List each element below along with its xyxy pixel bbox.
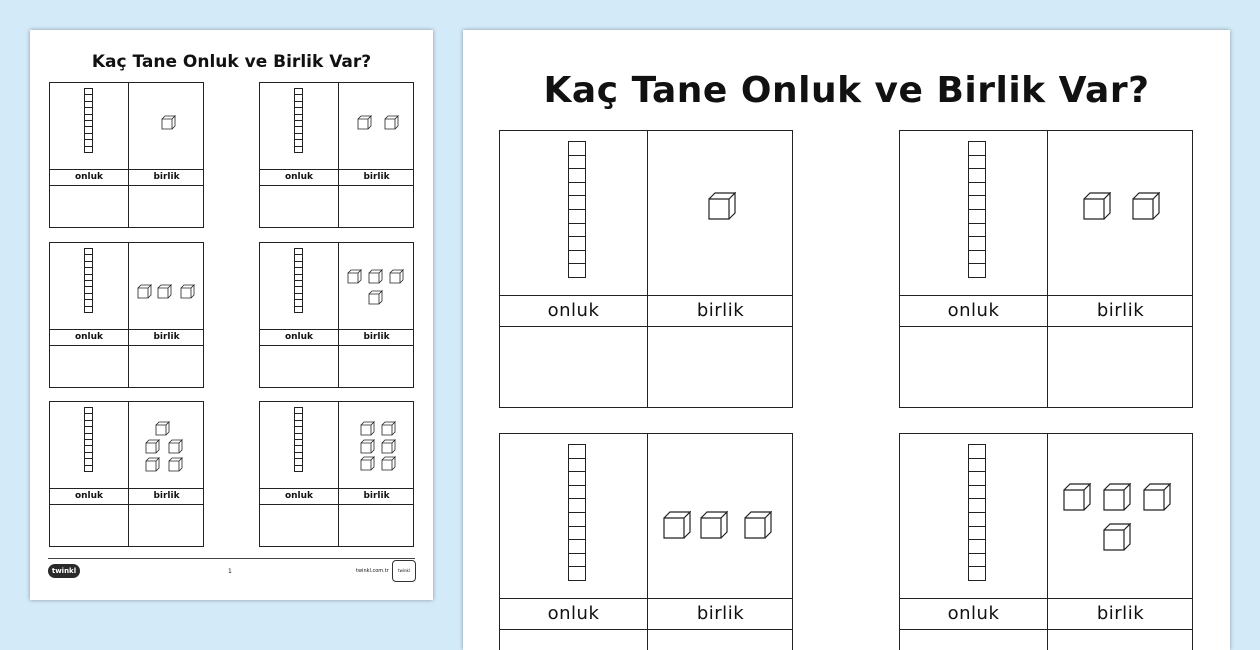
tens-answer-box[interactable] bbox=[500, 629, 647, 650]
rod-unit bbox=[568, 539, 586, 554]
rod-unit bbox=[968, 485, 986, 500]
ones-answer-box[interactable] bbox=[1047, 629, 1192, 650]
ten-rod-icon bbox=[968, 445, 986, 581]
rod-unit bbox=[294, 306, 303, 313]
tens-label: onluk bbox=[74, 491, 104, 501]
ones-label: birlik bbox=[153, 332, 180, 342]
ones-label: birlik bbox=[696, 603, 745, 624]
place-value-card bbox=[499, 433, 793, 650]
rod-unit bbox=[568, 155, 586, 170]
ten-rod-icon bbox=[568, 445, 586, 581]
tens-answer-box[interactable] bbox=[260, 504, 338, 546]
rod-unit bbox=[568, 250, 586, 265]
rod-unit bbox=[568, 526, 586, 541]
unit-cube-icon bbox=[1083, 192, 1111, 224]
ten-rod-icon bbox=[84, 89, 93, 153]
tens-label: onluk bbox=[547, 603, 600, 624]
tens-label: onluk bbox=[284, 491, 314, 501]
rod-unit bbox=[568, 553, 586, 568]
rod-unit bbox=[568, 223, 586, 238]
unit-cube-icon bbox=[145, 439, 160, 458]
ten-rod-icon bbox=[294, 408, 303, 472]
rod-unit bbox=[968, 223, 986, 238]
unit-cube-icon bbox=[360, 456, 375, 475]
place-value-card bbox=[499, 130, 793, 408]
ones-answer-box[interactable] bbox=[128, 345, 203, 387]
unit-cube-icon bbox=[381, 421, 396, 440]
unit-cube-icon bbox=[180, 284, 195, 303]
rod-unit bbox=[968, 195, 986, 210]
rod-unit bbox=[568, 168, 586, 183]
rod-unit bbox=[968, 182, 986, 197]
rod-unit bbox=[568, 485, 586, 500]
tens-label: onluk bbox=[947, 603, 1000, 624]
ones-answer-box[interactable] bbox=[1047, 326, 1192, 407]
tens-answer-box[interactable] bbox=[50, 185, 128, 227]
rod-unit bbox=[568, 182, 586, 197]
tens-label: onluk bbox=[74, 172, 104, 182]
ones-label: birlik bbox=[1096, 300, 1145, 321]
rod-unit bbox=[84, 146, 93, 153]
worksheet-thumbnail bbox=[30, 30, 433, 600]
rod-unit bbox=[568, 263, 586, 278]
ten-rod-icon bbox=[568, 142, 586, 278]
tens-label: onluk bbox=[284, 172, 314, 182]
tens-answer-box[interactable] bbox=[50, 345, 128, 387]
place-value-card bbox=[49, 82, 204, 228]
rod-unit bbox=[568, 566, 586, 581]
rod-unit bbox=[568, 498, 586, 513]
rod-unit bbox=[968, 458, 986, 473]
ones-label: birlik bbox=[363, 332, 390, 342]
ten-rod-icon bbox=[294, 89, 303, 153]
rod-unit bbox=[968, 566, 986, 581]
rod-unit bbox=[968, 155, 986, 170]
ones-answer-box[interactable] bbox=[338, 185, 413, 227]
unit-cube-icon bbox=[161, 115, 176, 134]
rod-unit bbox=[968, 553, 986, 568]
rod-unit bbox=[968, 444, 986, 459]
unit-cube-icon bbox=[1132, 192, 1160, 224]
place-value-card bbox=[259, 401, 414, 547]
rod-unit bbox=[568, 141, 586, 156]
rod-unit bbox=[568, 512, 586, 527]
unit-cube-icon bbox=[1063, 483, 1091, 515]
unit-cube-icon bbox=[1103, 483, 1131, 515]
ones-answer-box[interactable] bbox=[338, 345, 413, 387]
unit-cube-icon bbox=[700, 511, 728, 543]
ones-label: birlik bbox=[1096, 603, 1145, 624]
rod-unit bbox=[568, 471, 586, 486]
unit-cube-icon bbox=[347, 269, 362, 288]
unit-cube-icon bbox=[384, 115, 399, 134]
ones-label: birlik bbox=[153, 172, 180, 182]
tens-answer-box[interactable] bbox=[500, 326, 647, 407]
ones-label: birlik bbox=[696, 300, 745, 321]
ones-answer-box[interactable] bbox=[647, 629, 792, 650]
twinkl-logo: twinkl bbox=[48, 564, 80, 578]
place-value-card bbox=[49, 401, 204, 547]
unit-cube-icon bbox=[708, 192, 736, 224]
rod-unit bbox=[968, 498, 986, 513]
footer-divider bbox=[48, 558, 415, 559]
unit-cube-icon bbox=[744, 511, 772, 543]
unit-cube-icon bbox=[145, 457, 160, 476]
unit-cube-icon bbox=[1143, 483, 1171, 515]
ones-answer-box[interactable] bbox=[128, 185, 203, 227]
place-value-card bbox=[49, 242, 204, 388]
unit-cube-icon bbox=[168, 439, 183, 458]
unit-cube-icon bbox=[368, 290, 383, 309]
ones-answer-box[interactable] bbox=[128, 504, 203, 546]
unit-cube-icon bbox=[360, 421, 375, 440]
rod-unit bbox=[968, 526, 986, 541]
rod-unit bbox=[294, 465, 303, 472]
rod-unit bbox=[968, 539, 986, 554]
rod-unit bbox=[968, 263, 986, 278]
unit-cube-icon bbox=[1103, 523, 1131, 555]
rod-unit bbox=[568, 458, 586, 473]
unit-cube-icon bbox=[663, 511, 691, 543]
ones-label: birlik bbox=[363, 172, 390, 182]
unit-cube-icon bbox=[155, 421, 170, 440]
unit-cube-icon bbox=[137, 284, 152, 303]
tens-answer-box[interactable] bbox=[260, 185, 338, 227]
place-value-card bbox=[259, 82, 414, 228]
tens-label: onluk bbox=[74, 332, 104, 342]
unit-cube-icon bbox=[389, 269, 404, 288]
ones-label: birlik bbox=[153, 491, 180, 501]
ones-answer-box[interactable] bbox=[338, 504, 413, 546]
tens-label: onluk bbox=[547, 300, 600, 321]
worksheet-zoom bbox=[463, 30, 1230, 650]
rod-unit bbox=[968, 168, 986, 183]
unit-cube-icon bbox=[168, 457, 183, 476]
worksheet-title: Kaç Tane Onluk ve Birlik Var? bbox=[91, 52, 372, 72]
rod-unit bbox=[568, 236, 586, 251]
unit-cube-icon bbox=[368, 269, 383, 288]
rod-unit bbox=[568, 209, 586, 224]
ones-answer-box[interactable] bbox=[647, 326, 792, 407]
rod-unit bbox=[84, 465, 93, 472]
place-value-card bbox=[899, 433, 1193, 650]
rod-unit bbox=[968, 471, 986, 486]
rod-unit bbox=[568, 444, 586, 459]
twinkl-badge: twinkl bbox=[392, 560, 416, 582]
tens-answer-box[interactable] bbox=[900, 629, 1047, 650]
place-value-card bbox=[259, 242, 414, 388]
ten-rod-icon bbox=[294, 249, 303, 313]
place-value-card bbox=[899, 130, 1193, 408]
ten-rod-icon bbox=[84, 249, 93, 313]
tens-label: onluk bbox=[947, 300, 1000, 321]
rod-unit bbox=[968, 236, 986, 251]
unit-cube-icon bbox=[157, 284, 172, 303]
rod-unit bbox=[968, 512, 986, 527]
rod-unit bbox=[968, 141, 986, 156]
tens-label: onluk bbox=[284, 332, 314, 342]
page-number: 1 bbox=[228, 568, 232, 575]
worksheet-title-large: Kaç Tane Onluk ve Birlik Var? bbox=[543, 70, 1150, 111]
unit-cube-icon bbox=[381, 456, 396, 475]
ones-label: birlik bbox=[363, 491, 390, 501]
site-url: twinkl.com.tr bbox=[356, 568, 389, 574]
rod-unit bbox=[294, 146, 303, 153]
tens-answer-box[interactable] bbox=[260, 345, 338, 387]
ten-rod-icon bbox=[968, 142, 986, 278]
tens-answer-box[interactable] bbox=[900, 326, 1047, 407]
rod-unit bbox=[968, 250, 986, 265]
rod-unit bbox=[968, 209, 986, 224]
rod-unit bbox=[84, 306, 93, 313]
unit-cube-icon bbox=[357, 115, 372, 134]
ten-rod-icon bbox=[84, 408, 93, 472]
rod-unit bbox=[568, 195, 586, 210]
tens-answer-box[interactable] bbox=[50, 504, 128, 546]
